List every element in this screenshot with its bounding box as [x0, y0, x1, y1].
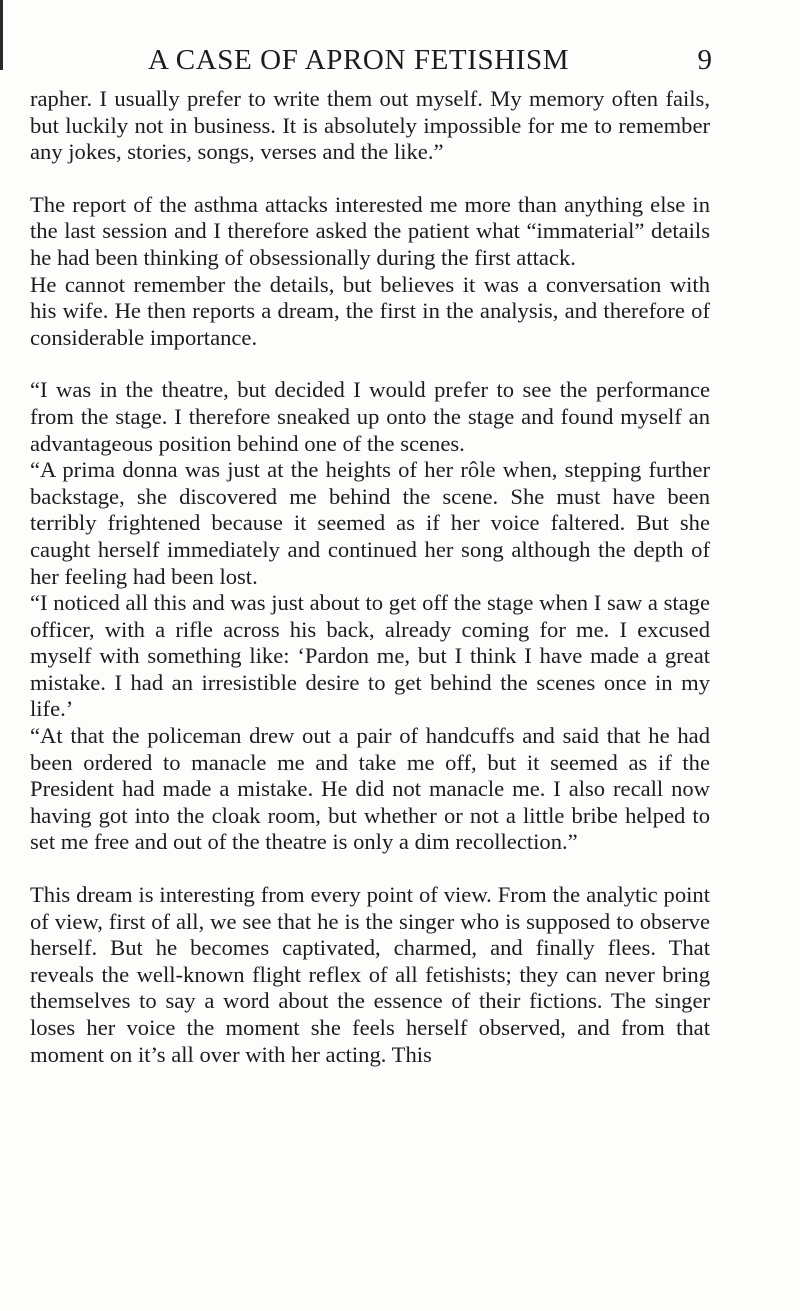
scan-edge-mark: [0, 0, 3, 70]
paragraph-dream-theatre: “I was in the theatre, but decided I would prefer to see the performance from the stage. I therefore sneaked up onto the stage and found myself an advantageous position behind one of the scenes.: [30, 377, 710, 456]
paragraph-dream-policeman: “At that the policeman drew out a pair of handcuffs and said that he had been ordered to manacle me and take me off, but it seemed as if the President had made a mistake. He did not manacle me. I also recall now having got into the cloak room, but whether or not a little bribe helped to set me free and out of the theatre is only a dim recollection.”: [30, 723, 710, 855]
paragraph-dream-stage-officer: “I noticed all this and was just about to get off the stage when I saw a stage officer, with a rifle across his back, already coming for me. I excused myself with something like: ‘Pardon me, but I think I have made a great mistake. I had an irresistible desire to get behind the scenes once in my life.’: [30, 590, 710, 722]
page-number: 9: [697, 44, 712, 76]
paragraph-cannot-remember: He cannot remember the details, but believes it was a conversation with his wife. He then reports a dream, the first in the analysis, and therefore of considerable importance.: [30, 271, 710, 350]
paragraph-continuation: rapher. I usually prefer to write them out myself. My memory often fails, but luckily not in business. It is absolutely impossible for me to remember any jokes, stories, songs, verses and the like.”: [30, 86, 710, 165]
running-head: [30, 30, 710, 80]
book-page: [30, 30, 710, 1068]
paragraph-interpretation: This dream is interesting from every point of view. From the analytic point of view, first of all, we see that he is the singer who is supposed to observe herself. But he becomes captivated, charmed, and finally flees. That reveals the well-known flight reflex of all fetishists; they can never bring themselves to say a word about the essence of their fictions. The singer loses her voice the moment she feels herself observed, and from that moment on it’s all over with her acting. This: [30, 882, 710, 1067]
running-title: A CASE OF APRON FETISHISM: [148, 44, 570, 76]
paragraph-dream-prima-donna: “A prima donna was just at the heights of her rôle when, stepping further backstage, she discovered me behind the scene. She must have been terribly frightened because it seemed as if her voice faltered. But she caught herself immediately and continued her song although the depth of her feeling had been lost.: [30, 457, 710, 589]
paragraph-report: The report of the asthma attacks interested me more than anything else in the last session and I therefore asked the patient what “immaterial” details he had been thinking of obsessionally during the first attack.: [30, 191, 710, 270]
body-text: [30, 86, 710, 1068]
